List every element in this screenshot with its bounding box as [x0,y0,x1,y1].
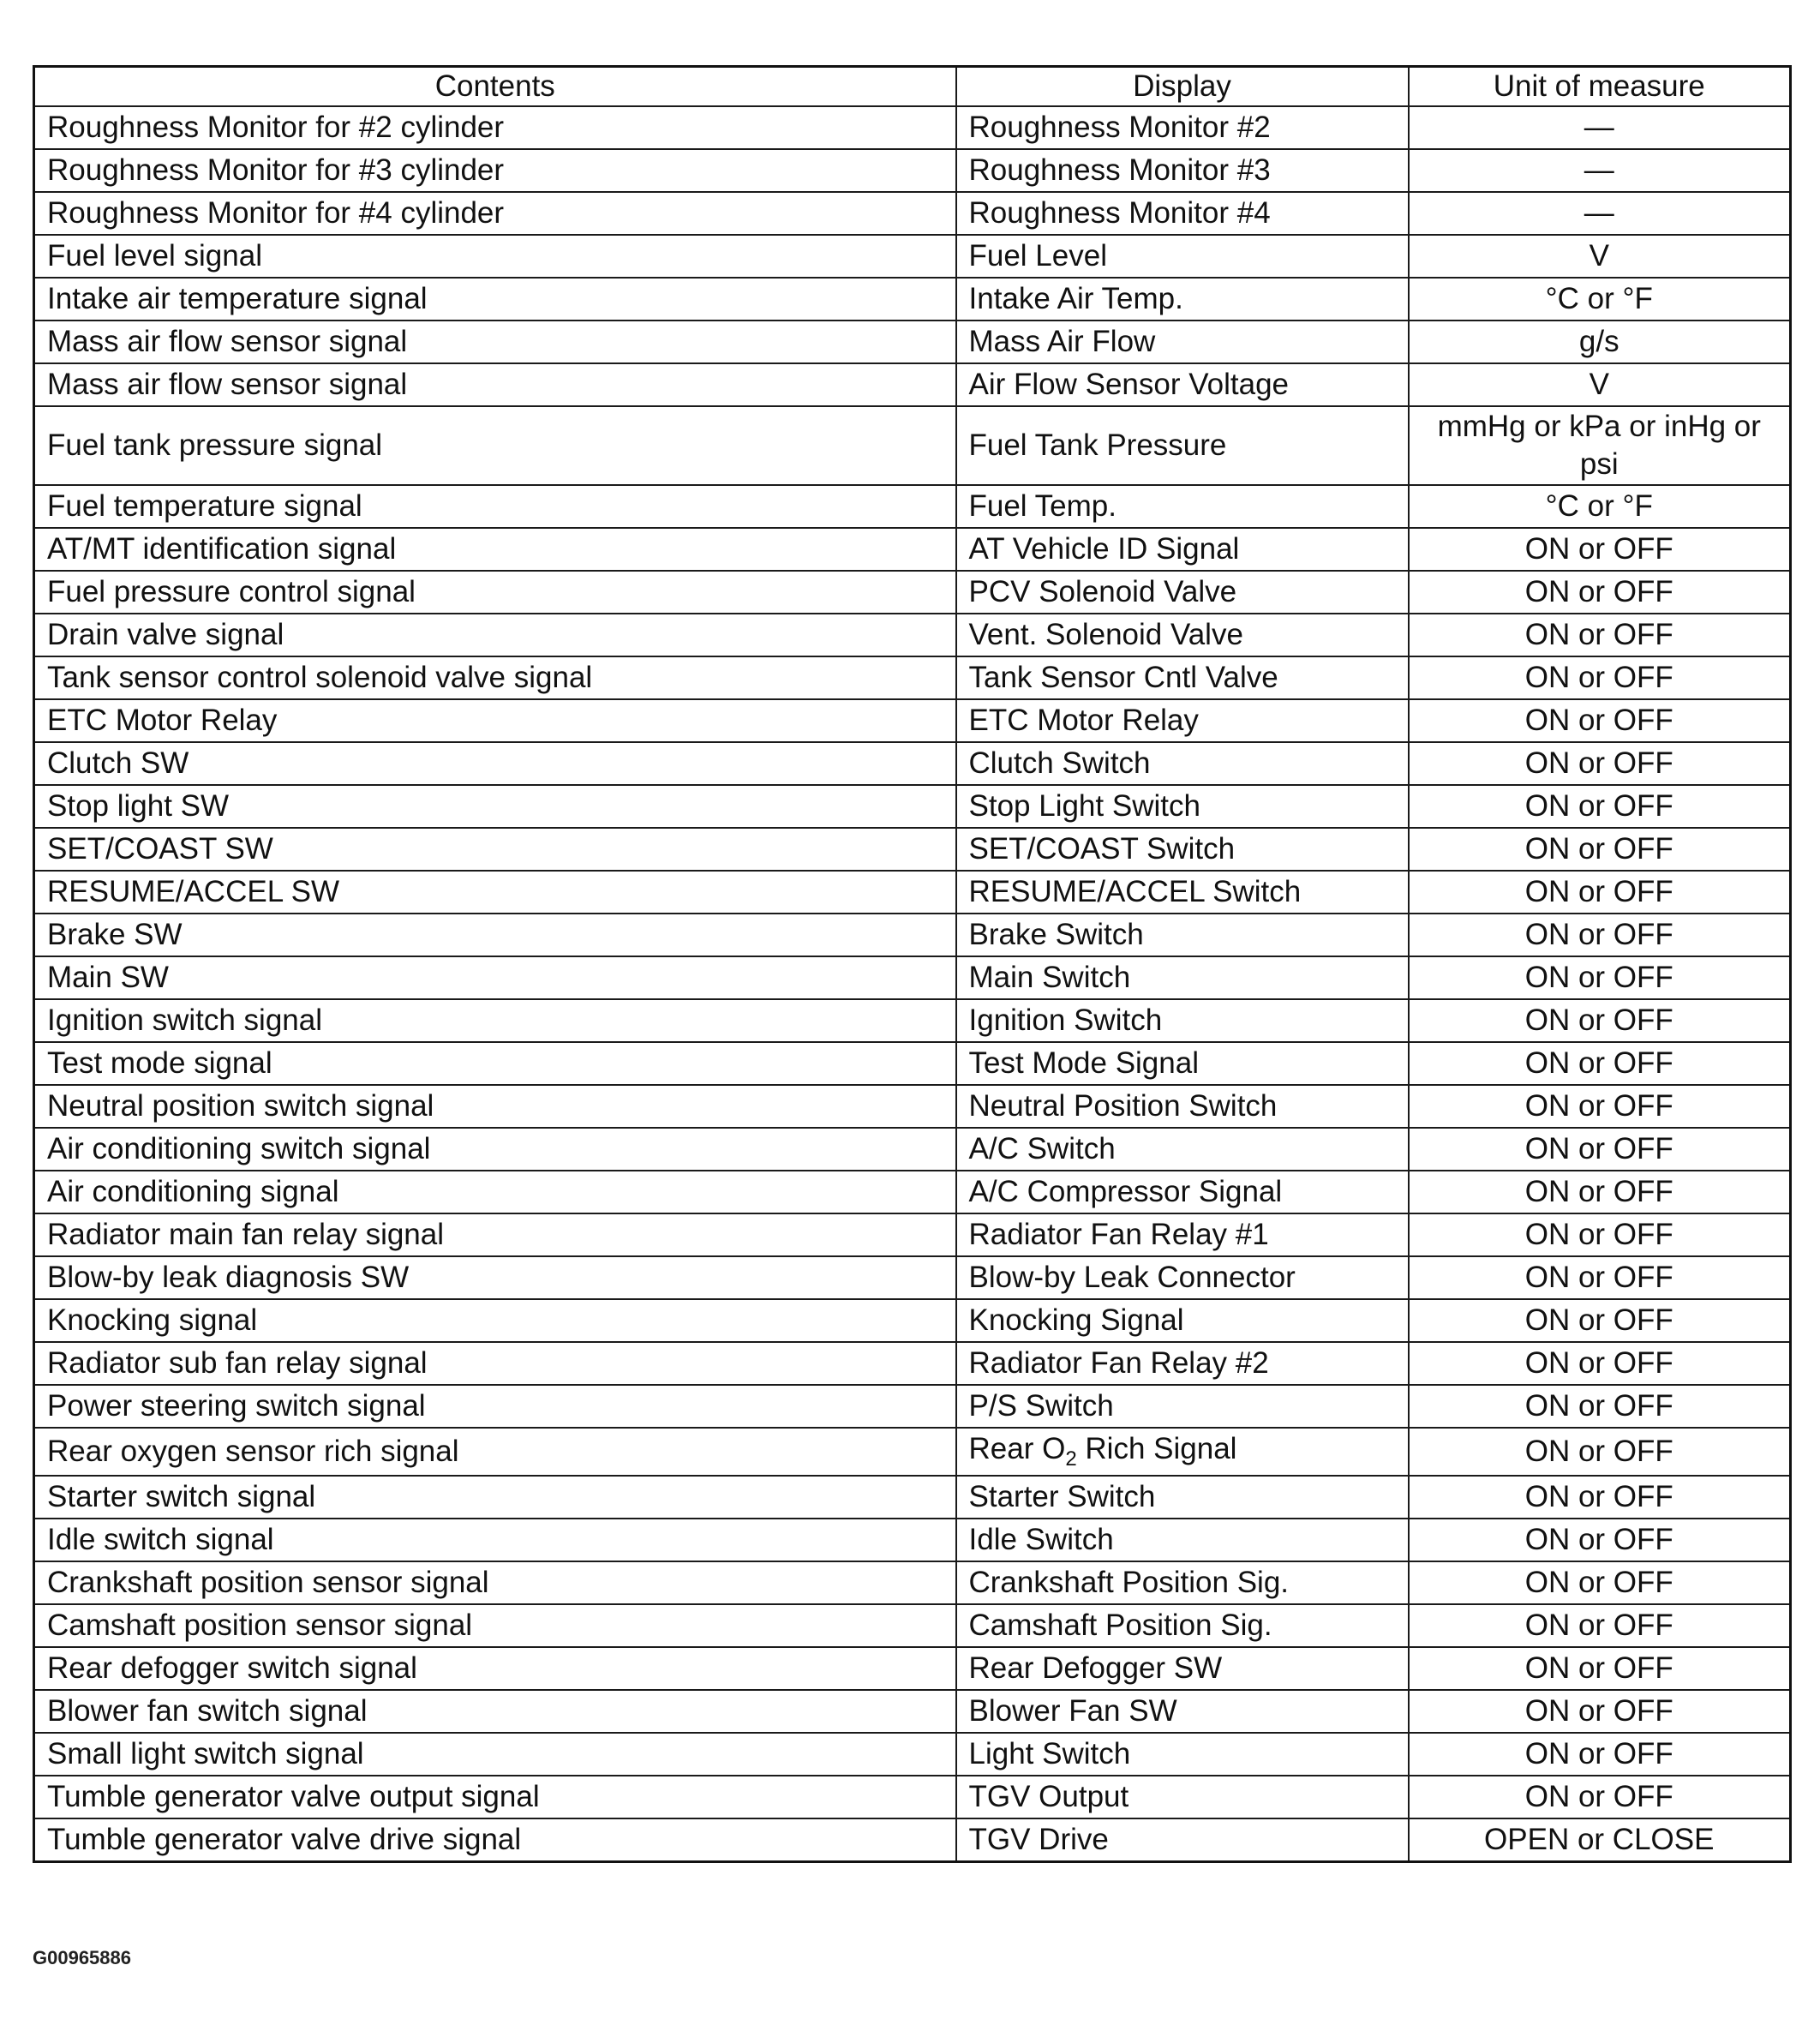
cell-contents: Blower fan switch signal [34,1690,956,1733]
cell-contents: AT/MT identification signal [34,528,956,571]
cell-display: AT Vehicle ID Signal [956,528,1409,571]
cell-unit: ON or OFF [1409,1213,1791,1256]
cell-contents: Drain valve signal [34,614,956,656]
table-row [34,871,1791,914]
cell-unit: ON or OFF [1409,1733,1791,1776]
cell-display: Light Switch [956,1733,1409,1776]
cell-unit: ON or OFF [1409,1171,1791,1213]
cell-contents: Small light switch signal [34,1733,956,1776]
table-row [34,1519,1791,1561]
table-row [34,149,1791,192]
cell-display: Vent. Solenoid Valve [956,614,1409,656]
cell-contents: Fuel tank pressure signal [34,406,956,485]
cell-contents: Brake SW [34,914,956,956]
cell-display: Idle Switch [956,1519,1409,1561]
cell-contents: Roughness Monitor for #2 cylinder [34,106,956,149]
cell-display: Starter Switch [956,1476,1409,1519]
cell-contents: Mass air flow sensor signal [34,363,956,406]
cell-contents: Main SW [34,956,956,999]
cell-display: Mass Air Flow [956,321,1409,363]
cell-unit: g/s [1409,321,1791,363]
cell-unit: ON or OFF [1409,1042,1791,1085]
cell-display: Roughness Monitor #4 [956,192,1409,235]
cell-display: Main Switch [956,956,1409,999]
cell-contents: Air conditioning switch signal [34,1128,956,1171]
table-row [34,1690,1791,1733]
table-row [34,1299,1791,1342]
cell-display: Fuel Level [956,235,1409,278]
table-row [34,828,1791,871]
cell-display: Brake Switch [956,914,1409,956]
cell-display: RESUME/ACCEL Switch [956,871,1409,914]
cell-unit: — [1409,106,1791,149]
cell-unit: ON or OFF [1409,1776,1791,1818]
table-header-row [34,67,1791,107]
header-unit: Unit of measure [1409,67,1791,107]
cell-contents: Mass air flow sensor signal [34,321,956,363]
table-row [34,528,1791,571]
cell-unit: ON or OFF [1409,699,1791,742]
table-row [34,1213,1791,1256]
cell-unit: ON or OFF [1409,571,1791,614]
cell-contents: Idle switch signal [34,1519,956,1561]
table-row [34,1256,1791,1299]
cell-display: P/S Switch [956,1385,1409,1428]
cell-display: Rear Defogger SW [956,1647,1409,1690]
cell-contents: Tumble generator valve output signal [34,1776,956,1818]
cell-contents: Radiator sub fan relay signal [34,1342,956,1385]
table-row [34,485,1791,528]
cell-unit: ON or OFF [1409,1342,1791,1385]
table-row [34,914,1791,956]
cell-contents: Blow-by leak diagnosis SW [34,1256,956,1299]
cell-display: Blow-by Leak Connector [956,1256,1409,1299]
table-row [34,742,1791,785]
figure-id-label: G00965886 [33,1947,131,1968]
cell-contents: Power steering switch signal [34,1385,956,1428]
cell-display: Camshaft Position Sig. [956,1604,1409,1647]
cell-contents: Neutral position switch signal [34,1085,956,1128]
cell-contents: Fuel level signal [34,235,956,278]
table-row [34,1733,1791,1776]
cell-contents: Starter switch signal [34,1476,956,1519]
cell-display: Crankshaft Position Sig. [956,1561,1409,1604]
table-row [34,1647,1791,1690]
parameter-table [33,65,1792,1863]
cell-unit: ON or OFF [1409,614,1791,656]
table-row [34,1476,1791,1519]
cell-unit: ON or OFF [1409,914,1791,956]
cell-display: ETC Motor Relay [956,699,1409,742]
cell-unit: °C or °F [1409,485,1791,528]
table-row [34,363,1791,406]
cell-display: Air Flow Sensor Voltage [956,363,1409,406]
cell-display: Roughness Monitor #3 [956,149,1409,192]
cell-contents: RESUME/ACCEL SW [34,871,956,914]
header-display: Display [956,67,1409,107]
table-row [34,571,1791,614]
cell-display: TGV Output [956,1776,1409,1818]
cell-display: Fuel Temp. [956,485,1409,528]
cell-display: Test Mode Signal [956,1042,1409,1085]
cell-unit: ON or OFF [1409,1428,1791,1476]
cell-unit: mmHg or kPa or inHg or psi [1409,406,1791,485]
cell-unit: OPEN or CLOSE [1409,1818,1791,1862]
cell-display: Blower Fan SW [956,1690,1409,1733]
cell-unit: — [1409,192,1791,235]
cell-unit: ON or OFF [1409,1128,1791,1171]
cell-contents: Stop light SW [34,785,956,828]
cell-unit: ON or OFF [1409,828,1791,871]
cell-display: Neutral Position Switch [956,1085,1409,1128]
cell-contents: Roughness Monitor for #4 cylinder [34,192,956,235]
table-row [34,1042,1791,1085]
table-row [34,1428,1791,1476]
cell-unit: ON or OFF [1409,871,1791,914]
cell-contents: Intake air temperature signal [34,278,956,321]
cell-unit: ON or OFF [1409,1519,1791,1561]
cell-display: A/C Compressor Signal [956,1171,1409,1213]
cell-display: Radiator Fan Relay #1 [956,1213,1409,1256]
cell-display: Intake Air Temp. [956,278,1409,321]
table-row [34,1818,1791,1862]
cell-display: Radiator Fan Relay #2 [956,1342,1409,1385]
cell-unit: ON or OFF [1409,785,1791,828]
table-row [34,1561,1791,1604]
cell-unit: ON or OFF [1409,1476,1791,1519]
table-body [34,106,1791,1862]
cell-display: Fuel Tank Pressure [956,406,1409,485]
cell-display: Tank Sensor Cntl Valve [956,656,1409,699]
table-row [34,1604,1791,1647]
table-row [34,106,1791,149]
cell-unit: ON or OFF [1409,956,1791,999]
cell-contents: Tumble generator valve drive signal [34,1818,956,1862]
cell-unit: ON or OFF [1409,656,1791,699]
cell-contents: Camshaft position sensor signal [34,1604,956,1647]
cell-unit: ON or OFF [1409,528,1791,571]
cell-contents: SET/COAST SW [34,828,956,871]
cell-unit: ON or OFF [1409,1256,1791,1299]
table-row [34,656,1791,699]
cell-contents: Air conditioning signal [34,1171,956,1213]
cell-unit: ON or OFF [1409,1647,1791,1690]
cell-unit: °C or °F [1409,278,1791,321]
table-row [34,1342,1791,1385]
display-subscript: 2 [1065,1447,1077,1471]
display-text-part: Rear O [968,1431,1066,1465]
table-row [34,1128,1791,1171]
cell-contents: Knocking signal [34,1299,956,1342]
table-row [34,1085,1791,1128]
cell-unit: ON or OFF [1409,1385,1791,1428]
cell-unit: ON or OFF [1409,1085,1791,1128]
cell-contents: Fuel temperature signal [34,485,956,528]
cell-contents: Clutch SW [34,742,956,785]
cell-display: Roughness Monitor #2 [956,106,1409,149]
cell-contents: Crankshaft position sensor signal [34,1561,956,1604]
cell-unit: ON or OFF [1409,1690,1791,1733]
cell-contents: Roughness Monitor for #3 cylinder [34,149,956,192]
cell-contents: Ignition switch signal [34,999,956,1042]
cell-unit: — [1409,149,1791,192]
table-row [34,1385,1791,1428]
cell-contents: Rear defogger switch signal [34,1647,956,1690]
cell-display: SET/COAST Switch [956,828,1409,871]
cell-unit: ON or OFF [1409,1299,1791,1342]
cell-unit: V [1409,235,1791,278]
cell-unit: ON or OFF [1409,1604,1791,1647]
parameter-table-container [33,65,1789,1863]
cell-contents: Radiator main fan relay signal [34,1213,956,1256]
cell-display: Knocking Signal [956,1299,1409,1342]
table-row [34,235,1791,278]
table-row [34,699,1791,742]
cell-display [956,1428,1409,1476]
cell-unit: V [1409,363,1791,406]
cell-display: PCV Solenoid Valve [956,571,1409,614]
cell-display: Clutch Switch [956,742,1409,785]
table-row [34,956,1791,999]
display-text-part: Rich Signal [1076,1431,1237,1465]
cell-display: Stop Light Switch [956,785,1409,828]
table-row [34,1171,1791,1213]
cell-display: Ignition Switch [956,999,1409,1042]
cell-contents: Tank sensor control solenoid valve signal [34,656,956,699]
cell-contents: Rear oxygen sensor rich signal [34,1428,956,1476]
cell-contents: ETC Motor Relay [34,699,956,742]
cell-contents: Fuel pressure control signal [34,571,956,614]
table-row [34,406,1791,485]
cell-contents: Test mode signal [34,1042,956,1085]
header-contents: Contents [34,67,956,107]
cell-display: A/C Switch [956,1128,1409,1171]
table-row [34,999,1791,1042]
table-row [34,614,1791,656]
table-row [34,321,1791,363]
table-row [34,1776,1791,1818]
cell-display: TGV Drive [956,1818,1409,1862]
table-row [34,192,1791,235]
cell-unit: ON or OFF [1409,1561,1791,1604]
cell-unit: ON or OFF [1409,999,1791,1042]
table-row [34,278,1791,321]
cell-unit: ON or OFF [1409,742,1791,785]
table-row [34,785,1791,828]
